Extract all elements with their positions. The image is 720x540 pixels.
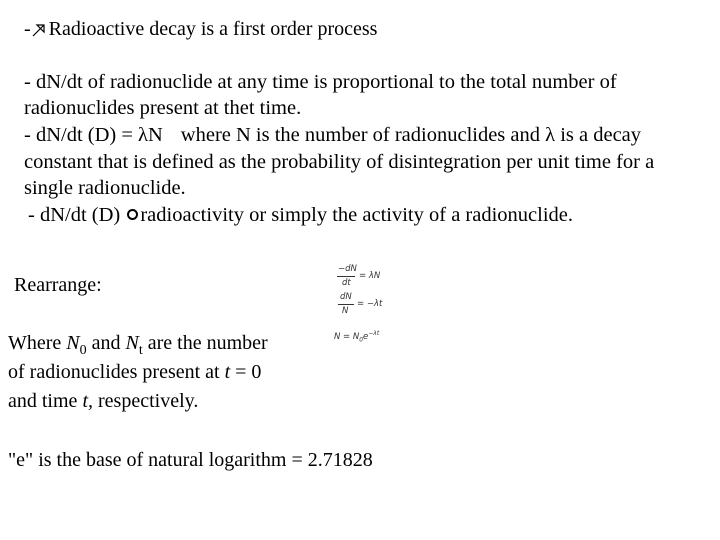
decay-law-formula: - dN/dt (D) = λN [24, 124, 163, 146]
where-text-1: Where [8, 332, 67, 354]
symbol-n0: N [66, 332, 80, 354]
equation-block [332, 262, 392, 348]
arrow-up-right-icon [32, 19, 46, 43]
where-line1 [8, 331, 268, 363]
eq3-lhs: N = N [334, 331, 360, 342]
eq2-numerator: dN [340, 292, 352, 302]
bullet3-lead: - dN/dt (D) [28, 204, 121, 226]
heading-dash: - [24, 18, 31, 40]
e-base-note: "e" is the base of natural logarithm = 2.71828 [8, 449, 373, 471]
eq1-numerator: −dN [338, 264, 357, 274]
eq1-rhs: = λN [359, 271, 381, 281]
decay-law-description: where N is the number of radionuclides and λ is a decay [180, 124, 642, 146]
bullet3-text: radioactivity or simply the activity of a radionuclide. [140, 204, 574, 226]
eq1-denominator: dt [342, 278, 351, 288]
where-text-2: and [86, 332, 126, 354]
where-line3 [8, 389, 198, 413]
bullet2-line1 [24, 123, 641, 147]
ring-bullet-icon [127, 209, 138, 220]
rearrange-label: Rearrange: [14, 274, 102, 296]
eq3-sub: 0 [359, 336, 364, 344]
where-line2-end: = 0 [230, 361, 262, 383]
symbol-n0-sub: 0 [79, 343, 87, 358]
symbol-nt-sub: t [138, 343, 143, 358]
eq2-rhs: = −λt [357, 299, 383, 309]
where-text-3: are the number [142, 332, 268, 354]
symbol-t-2: t, [82, 390, 93, 412]
eq3 [334, 330, 379, 344]
eq3-e: e [363, 331, 369, 342]
symbol-nt: N [125, 332, 139, 354]
bullet3 [28, 203, 573, 227]
bullet1-line2: radionuclides present at thet time. [24, 97, 302, 119]
bullet1-line1: - dN/dt of radionuclide at any time is proportional to the total number of [24, 71, 617, 93]
bullet2-line2: constant that is defined as the probability of disintegration per unit time for a [24, 151, 655, 173]
bullet2-line3: single radionuclide. [24, 177, 186, 199]
eq3-exponent: −λt [368, 330, 380, 337]
heading [24, 17, 377, 43]
where-line3-text: and time [8, 390, 83, 412]
eq2-denominator: N [342, 306, 349, 316]
symbol-t: t [224, 361, 231, 383]
where-line2 [8, 360, 261, 384]
eq2-fraction-bar [338, 304, 354, 305]
where-line3-end: respectively. [93, 390, 199, 412]
heading-text: Radioactive decay is a first order process [48, 18, 378, 40]
where-line2-text: of radionuclides present at [8, 361, 225, 383]
eq1-fraction-bar [337, 276, 355, 277]
